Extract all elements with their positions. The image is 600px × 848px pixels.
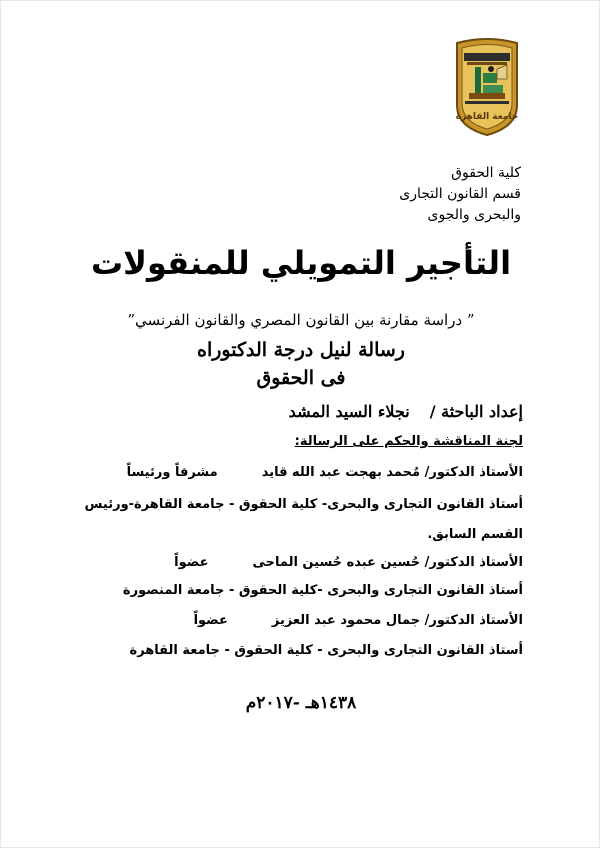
committee-member-1 <box>127 463 523 483</box>
member-title-line: أستاذ القانون التجارى والبحرى- كلية الحقوق - جامعة القاهرة-ورئيس <box>84 497 523 512</box>
member-title-line: القسم السابق. <box>427 527 523 542</box>
university-logo <box>447 35 527 143</box>
svg-text:جامعة القاهرة: جامعة القاهرة <box>455 112 519 122</box>
degree-field: فى الحقوق <box>256 367 346 389</box>
member-name: الأستاذ الدكتور/ مُحمد بهجت عبد الله قايد <box>261 465 523 480</box>
researcher-name: نجلاء السيد المشد <box>288 402 410 421</box>
committee-heading: لجنة المناقشة والحكم على الرسالة: <box>294 434 523 449</box>
cairo-university-logo-icon <box>447 35 527 143</box>
publication-date: ١٤٣٨هـ -٢٠١٧م <box>245 693 357 713</box>
department-name-continued: والبحرى والجوى <box>427 207 521 223</box>
thesis-subtitle: ” دراسة مقارنة بين القانون المصري والقانون الفرنسي” <box>127 311 475 329</box>
department-name: قسم القانون التجارى <box>399 186 521 202</box>
thesis-purpose: رسالة لنيل درجة الدكتوراه <box>197 339 405 361</box>
prepared-by-label: إعداد الباحثة / <box>429 402 523 421</box>
thesis-title: التأجير التمويلي للمنقولات <box>90 244 512 282</box>
member-name: الأستاذ الدكتور/ حُسين عبده حُسين الماحى <box>252 555 523 570</box>
faculty-block <box>399 163 521 226</box>
member-role: مشرفاً ورئيساً <box>126 465 218 480</box>
member-title-line: أستاذ القانون التجارى والبحرى -كلية الحقوق - جامعة المنصورة <box>122 583 523 598</box>
member-role: عضواً <box>174 555 209 570</box>
prepared-by <box>289 401 523 423</box>
committee-member-2 <box>174 553 523 573</box>
member-role: عضواً <box>193 613 228 628</box>
faculty-name: كلية الحقوق <box>451 165 521 181</box>
committee-member-3 <box>194 611 523 631</box>
member-title-line: أستاذ القانون التجارى والبحرى - كلية الحقوق - جامعة القاهرة <box>129 643 523 658</box>
member-name: الأستاذ الدكتور/ جمال محمود عبد العزيز <box>271 613 523 628</box>
